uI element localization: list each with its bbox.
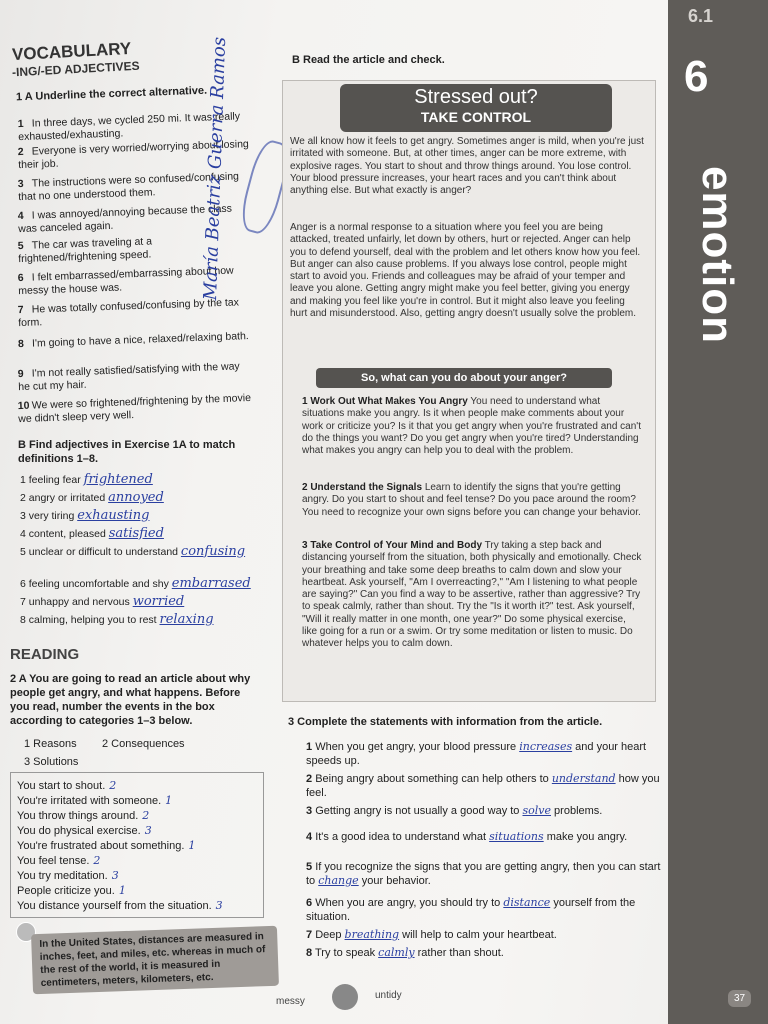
item-number: 10 [17,399,30,413]
exercise-1a-item [18,330,253,351]
item-answer: increases [519,740,573,753]
definition-item [20,526,270,541]
event-item [17,884,126,897]
item-number: 8 [306,947,313,959]
definition-answer: satisfied [108,526,164,541]
item-text: I felt embarrassed/embarrassing about how messy the house was. [18,264,234,298]
exercise-3-item [306,804,666,818]
event-category-number: 3 [144,824,152,837]
event-category-number: 1 [188,839,196,852]
item-number: 3 [306,805,313,817]
tip-3 [302,540,642,651]
item-after: make you angry. [543,831,628,843]
exercise-3-item [306,740,666,768]
article-paragraph-1: We all know how it feels to get angry. Sometimes anger is mild, when you're just irritated with someone. But, at other times, anger can be more extreme, with explosive rages. You start to shout and throw things around. You lose control. Your blood pressure increases, your heart races and you can't think about anything else. But what exactly is anger? [290,136,644,197]
definition-text: unclear or difficult to understand [28,546,178,558]
event-category-number: 3 [111,869,119,882]
item-answer: calmly [378,946,415,959]
item-number: 9 [17,367,24,381]
tip-2-title: 2 Understand the Signals [302,482,423,493]
tip-2 [302,482,642,519]
tip-3-title: 3 Take Control of Your Mind and Body [302,540,483,551]
event-item [17,779,116,792]
item-number: 1 [17,117,24,131]
item-answer: distance [503,896,551,909]
definition-number: 8 [20,614,26,626]
item-after: how you feel. [306,773,660,799]
definition-text: calming, helping you to rest [28,614,157,626]
item-text: I'm not really satisfied/satisfying with the way he cut my hair. [18,360,240,394]
item-text: We were so frightened/frightening by the movie we didn't sleep very well. [18,391,252,426]
definition-number: 3 [20,510,26,522]
exercise-3-item [306,772,666,800]
event-text: You do physical exercise. [17,825,141,837]
exercise-1b-heading: B Find adjectives in Exercise 1A to match definitions 1–8. [18,439,236,465]
emoji-face-icon [332,984,358,1010]
item-number: 3 [17,177,24,191]
definition-number: 1 [20,474,26,486]
event-category-number: 2 [93,854,101,867]
page-number: 37 [728,990,751,1007]
article-title: Stressed out? [414,86,538,108]
event-item [17,839,195,852]
item-before: Deep [315,929,345,941]
definition-item [20,594,270,609]
item-answer: solve [522,804,551,817]
article-subheading: So, what can you do about your anger? [316,368,612,388]
handwritten-name: María Beatriz Guerra Ramos [200,36,231,301]
tip-2-body: Learn to identify the signs that you're getting angry. Do you start to shout and feel tense? Do you pace around the room? You need to recognize your own signs before you can change your behavior. [302,482,641,518]
exercise-2a-instructions: 2 A You are going to read an article about why people get angry, and what happens. Before you read, number the events in the box according to categories 1–3 below. [10,673,251,727]
item-number: 7 [306,929,313,941]
definition-number: 2 [20,492,26,504]
item-before: When you are angry, you should try to [315,897,504,909]
vocabulary-title: VOCABULARY [11,38,132,65]
definition-answer: exhausting [77,508,150,523]
exercise-3-item [306,896,666,924]
item-number: 6 [17,271,24,285]
event-item [17,854,100,867]
definition-answer: confusing [180,544,246,559]
definition-text: very tiring [28,510,75,522]
definition-text: angry or irritated [28,492,106,504]
exercise-1a-item [18,392,254,426]
event-category-number: 1 [118,884,126,897]
item-number: 2 [306,773,313,785]
definition-answer: relaxing [159,612,214,627]
tip-1-body: You need to understand what situations make you angry. Is it when people make comments about your work or criticize you? Is it that you get angry when you're frustrated and can't do the things you want? Do you get angry when you're tired? Understanding what makes you angry can help you to deal with the problem. [302,396,641,457]
item-before: If you recognize the signs that you are getting angry, then you can start to [306,861,661,887]
item-text: In three days, we cycled 250 mi. It was really exhausted/exhausting. [18,110,241,144]
definition-text: feeling fear [28,474,81,486]
item-after: will help to calm your heartbeat. [399,929,557,941]
event-text: You feel tense. [17,855,90,867]
item-before: It's a good idea to understand what [315,831,490,843]
item-text: He was totally confused/confusing by the tax form. [18,296,240,330]
event-text: You distance yourself from the situation. [17,900,212,912]
event-category-number: 3 [215,899,223,912]
footer-word-untidy: untidy [375,990,402,1001]
event-text: You're irritated with someone. [17,795,162,807]
event-text: People criticize you. [17,885,115,897]
exercise-3-item [306,946,666,960]
item-after: yourself from the situation. [306,897,636,923]
item-number: 8 [17,337,25,351]
event-category-number: 2 [109,779,117,792]
category-reasons: 1 Reasons [24,738,77,750]
item-text: Everyone is very worried/worrying about losing their job. [18,138,250,172]
unit-number: 6 [684,52,709,101]
tip-3-body: Try taking a step back and distancing yourself from the situation, both physically and emotionally. Check your breathing and take some deep breaths to calm down and slow your heartbeat. Ask yourself, "Am I overreacting?," "Am I listening to what people are saying?" Can you find a way to be assertive, rather than aggressive? Try to speak calmly, rather than shout. Try the "Is it worth it?" test. Ask yourself, "Will it really matter in one month, one year?" Do some physical exercise, like going for a run or a swim. Or try some meditation or listen to music. Do whatever helps you to calm down. [302,540,642,650]
item-before: Try to speak [314,947,379,959]
item-number: 6 [306,897,313,909]
item-text: The instructions were so confused/confusing that no one understood them. [18,170,240,204]
item-number: 2 [17,145,24,159]
exercise-2b-instructions: B Read the article and check. [292,54,445,66]
definition-text: feeling uncomfortable and shy [28,578,169,590]
item-text: I was annoyed/annoying because the class was canceled again. [18,202,233,236]
item-text: The car was traveling at a frightened/frightening speed. [18,235,153,266]
definition-number: 4 [20,528,26,540]
tip-1-title: 1 Work Out What Makes You Angry [302,396,468,407]
event-item [17,824,152,837]
event-item [17,899,223,912]
event-text: You throw things around. [17,810,139,822]
item-after: and your heart speeds up. [306,741,647,767]
unit-word-wrapper [672,130,762,390]
definition-number: 6 [20,578,26,590]
item-number: 7 [17,303,24,317]
item-text: I'm going to have a nice, relaxed/relaxing bath. [31,330,249,350]
event-category-number: 1 [165,794,173,807]
item-number: 5 [306,861,313,873]
category-solutions: 3 Solutions [24,756,79,768]
item-before: Getting angry is not usually a good way to [315,805,523,817]
exercise-3-item [306,928,666,942]
definition-text: unhappy and nervous [28,596,130,608]
event-text: You start to shout. [17,780,106,792]
definition-answer: frightened [83,472,153,487]
definition-answer: annoyed [108,490,164,505]
item-answer: understand [551,772,616,785]
exercise-3-item [306,860,666,888]
item-answer: breathing [344,928,400,941]
article-title-banner [340,84,612,132]
event-text: You try meditation. [17,870,108,882]
definition-item [20,508,270,523]
item-before: Being angry about something can help others to [315,773,552,785]
event-item [17,809,149,822]
unit-word: emotion [693,165,742,345]
definition-number: 7 [20,596,26,608]
item-answer: situations [489,830,544,843]
event-item [17,869,119,882]
event-item [17,794,172,807]
definition-item [20,472,270,487]
definition-answer: embarrased [171,576,251,591]
article-paragraph-2: Anger is a normal response to a situation where you feel you are being attacked, treated unfairly, let down by others, hurt or rejected. Anger can help you to defend yourself, deal with the problem and let others know how you feel. But anger can also cause problems. If you always lose control, people might start to avoid you. Friends and colleagues may be afraid of your temper and leave you alone. Getting angry might make you feel better, giving you energy and making you feel like you're in control. But it might also leave you feeling hurt and misunderstood. Also, getting angry doesn't usually solve the problem. [290,222,641,320]
category-consequences: 2 Consequences [102,738,185,750]
section-number: 6.1 [688,6,714,26]
exercise-3-item [306,830,666,844]
item-after: problems. [551,805,603,817]
event-text: You're frustrated about something. [17,840,185,852]
item-number: 1 [306,741,313,753]
exercise-3-heading: 3 Complete the statements with information from the article. [288,716,603,728]
item-number: 5 [17,239,24,253]
events-box [10,772,264,918]
tip-1 [302,396,642,457]
definition-item [20,544,270,559]
definition-answer: worried [132,594,185,609]
item-after: rather than shout. [414,947,504,959]
reading-heading: READING [10,646,80,663]
culture-note: In the United States, distances are measured in inches, feet, and miles, etc. whereas in much of the rest of the world, it is measured in centimeters, meters, kilometers, etc. [31,926,279,995]
exercise-1a-item [18,296,254,330]
definition-item [20,612,270,627]
item-after: your behavior. [358,875,431,887]
item-number: 4 [17,209,24,223]
item-number: 4 [306,831,313,843]
article-subtitle: TAKE CONTROL [420,109,532,125]
footer-word-messy: messy [276,996,305,1007]
definition-number: 5 [20,546,26,558]
exercise-1a-heading: 1 A Underline the correct alternative. [15,84,208,104]
item-before: When you get angry, your blood pressure [315,741,520,753]
exercise-1a-item [18,360,254,394]
definition-item [20,576,270,591]
definition-item [20,490,270,505]
item-answer: change [318,874,359,887]
vocabulary-subtitle: -ING/-ED ADJECTIVES [11,58,140,80]
definition-text: content, pleased [28,528,106,540]
event-category-number: 2 [142,809,150,822]
